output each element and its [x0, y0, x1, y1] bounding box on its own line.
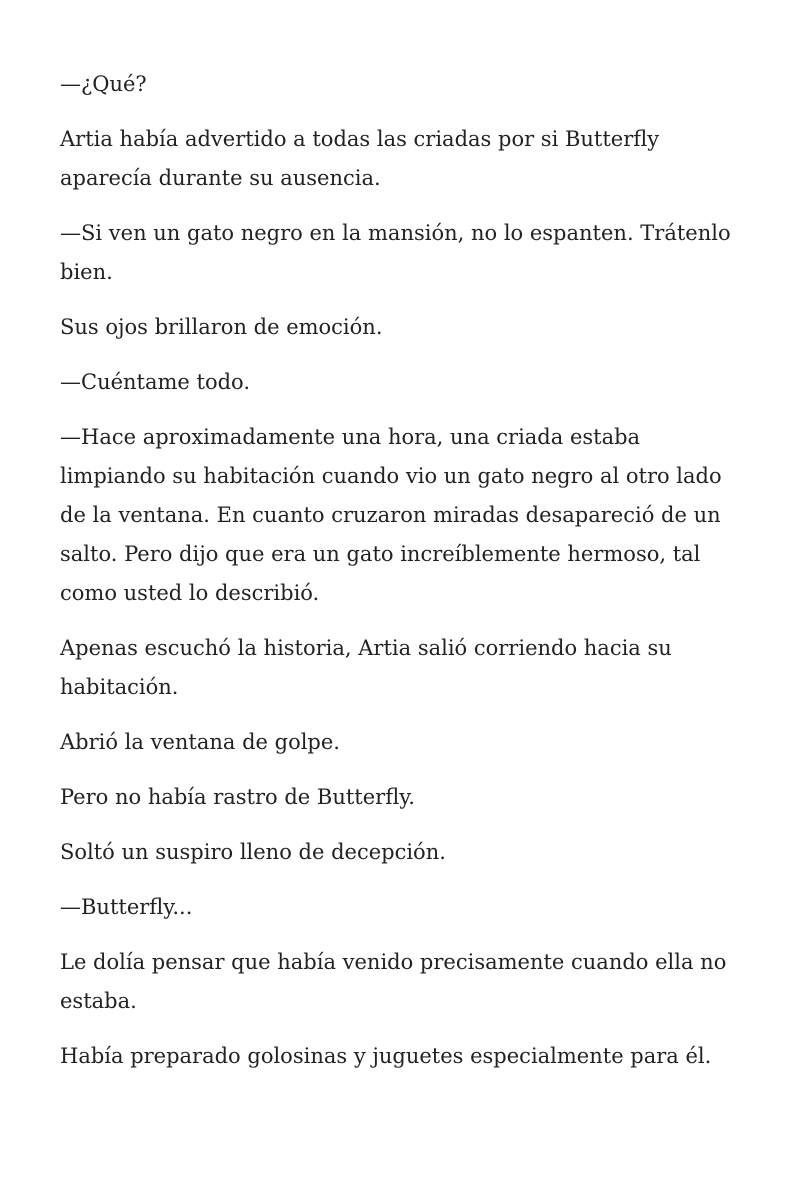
reading-page — [60, 65, 750, 1092]
paragraph-4: Sus ojos brillaron de emoción. — [60, 315, 383, 339]
paragraph-11: —Butterfly... — [60, 895, 193, 919]
paragraph-6: —Hace aproximadamente una hora, una criada estaba limpiando su habitación cuando vio un gato negro al otro lado de la ventana. En cuanto cruzaron miradas desapareció de un salto. Pero dijo que era un gato increíblemente hermoso, tal como usted lo describió. — [60, 425, 722, 605]
paragraph-10: Soltó un suspiro lleno de decepción. — [60, 840, 446, 864]
paragraph-13: Había preparado golosinas y juguetes especialmente para él. — [60, 1044, 712, 1068]
paragraph-3: —Si ven un gato negro en la mansión, no lo espanten. Trátenlo bien. — [60, 221, 731, 284]
paragraph-7: Apenas escuchó la historia, Artia salió corriendo hacia su habitación. — [60, 636, 672, 699]
paragraph-12: Le dolía pensar que había venido precisamente cuando ella no estaba. — [60, 950, 727, 1013]
paragraph-2: Artia había advertido a todas las criadas por si Butterfly aparecía durante su ausencia. — [60, 127, 660, 190]
paragraph-5: —Cuéntame todo. — [60, 370, 250, 394]
paragraph-9: Pero no había rastro de Butterfly. — [60, 785, 415, 809]
paragraph-8: Abrió la ventana de golpe. — [60, 730, 340, 754]
paragraph-1: —¿Qué? — [60, 72, 147, 96]
